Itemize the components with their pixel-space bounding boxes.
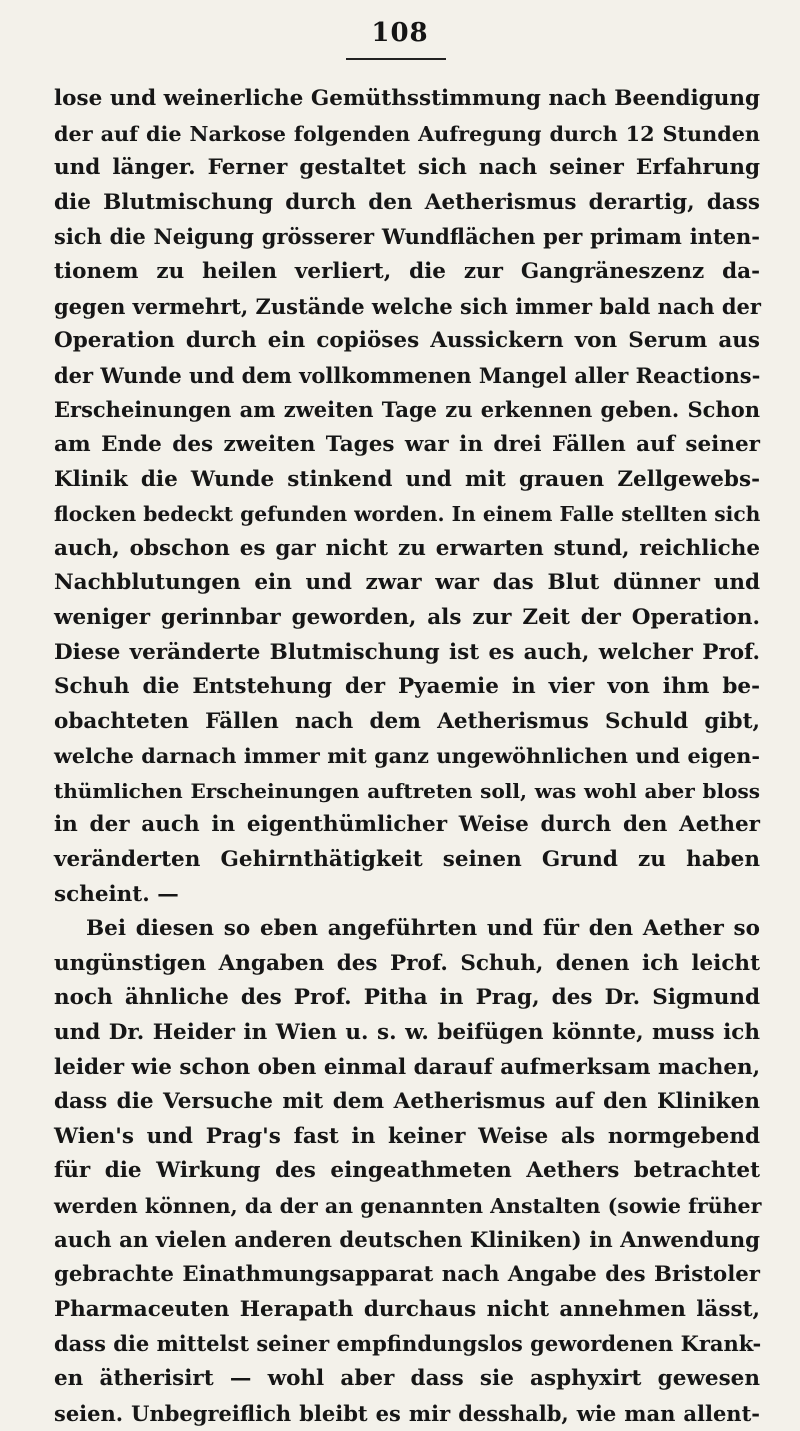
text-line: Schuh die Entstehung der Pyaemie in vier von ihm be- (54, 674, 760, 700)
text-line: und länger. Ferner gestaltet sich nach seiner Erfahrung (54, 155, 760, 181)
text-line: sich die Neigung grösserer Wundflächen per primam inten- (54, 224, 760, 250)
text-line: Pharmaceuten Herapath durchaus nicht annehmen lässt, (54, 1296, 760, 1322)
text-line: obachteten Fällen nach dem Aetherismus Schuld gibt, (54, 708, 760, 734)
text-line: gegen vermehrt, Zustände welche sich immer bald nach der (54, 293, 761, 319)
text-line: noch ähnliche des Prof. Pitha in Prag, des Dr. Sigmund (54, 985, 760, 1011)
text-line: dass die mittelst seiner empfindungslos gewordenen Krank- (54, 1331, 762, 1357)
text-line: flocken bedeckt gefunden worden. In einem Falle stellten sich (54, 502, 761, 527)
text-line: für die Wirkung des eingeathmeten Aethers betrachtet (54, 1158, 760, 1184)
text-line-paragraph-start: Bei diesen so eben angeführten und für den Aether so (86, 916, 760, 942)
text-line: der Wunde und dem vollkommenen Mangel aller Reactions- (54, 362, 761, 388)
body-text (54, 82, 760, 1431)
text-line: dass die Versuche mit dem Aetherismus auf den Kliniken (54, 1089, 760, 1115)
text-line: Nachblutungen ein und zwar war das Blut dünner und (54, 570, 760, 596)
text-line: auch an vielen anderen deutschen Kliniken) in Anwendung (54, 1227, 760, 1253)
text-line: auch, obschon es gar nicht zu erwarten stund, reichliche (54, 535, 760, 561)
text-line: Operation durch ein copiöses Aussickern von Serum aus (54, 328, 760, 354)
text-line: und Dr. Heider in Wien u. s. w. beifügen könnte, muss ich (54, 1020, 760, 1046)
text-line: seien. Unbegreiflich bleibt es mir desshalb, wie man allent- (54, 1400, 760, 1426)
text-line: in der auch in eigenthümlicher Weise durch den Aether (54, 812, 760, 838)
text-line: lose und weinerliche Gemüthsstimmung nach Beendigung (54, 86, 760, 111)
text-line: am Ende des zweiten Tages war in drei Fällen auf seiner (54, 431, 760, 457)
text-line: tionem zu heilen verliert, die zur Gangräneszenz da- (54, 258, 760, 284)
text-line: Diese veränderte Blutmischung ist es auch, welcher Prof. (54, 639, 760, 665)
text-line: thümlichen Erscheinungen auftreten soll, was wohl aber bloss (54, 778, 760, 803)
text-line-paragraph-end: scheint. — (54, 881, 179, 907)
text-line: Klinik die Wunde stinkend und mit grauen Zellgewebs- (54, 466, 760, 492)
text-line: gebrachte Einathmungsapparat nach Angabe des Bristoler (54, 1262, 760, 1288)
text-line: leider wie schon oben einmal darauf aufmerksam machen, (54, 1054, 761, 1080)
text-line: ungünstigen Angaben des Prof. Schuh, denen ich leicht (54, 950, 760, 976)
text-line: Wien's und Prag's fast in keiner Weise als normgebend (54, 1123, 760, 1149)
text-line: veränderten Gehirnthätigkeit seinen Grund zu haben (54, 847, 760, 873)
page-number: 108 (371, 18, 429, 48)
text-line: en ätherisirt — wohl aber dass sie asphyxirt gewesen (54, 1365, 760, 1391)
text-line: weniger gerinnbar geworden, als zur Zeit der Operation. (54, 604, 760, 630)
text-line: der auf die Narkose folgenden Aufregung durch 12 Stunden (54, 121, 760, 146)
text-line: welche darnach immer mit ganz ungewöhnlichen und eigen- (54, 744, 760, 769)
text-line: werden können, da der an genannten Anstalten (sowie früher (54, 1194, 762, 1218)
text-line: die Blutmischung durch den Aetherismus derartig, dass (54, 189, 760, 215)
page-number-rule (346, 58, 446, 60)
text-line: Erscheinungen am zweiten Tage zu erkennen geben. Schon (54, 397, 760, 423)
